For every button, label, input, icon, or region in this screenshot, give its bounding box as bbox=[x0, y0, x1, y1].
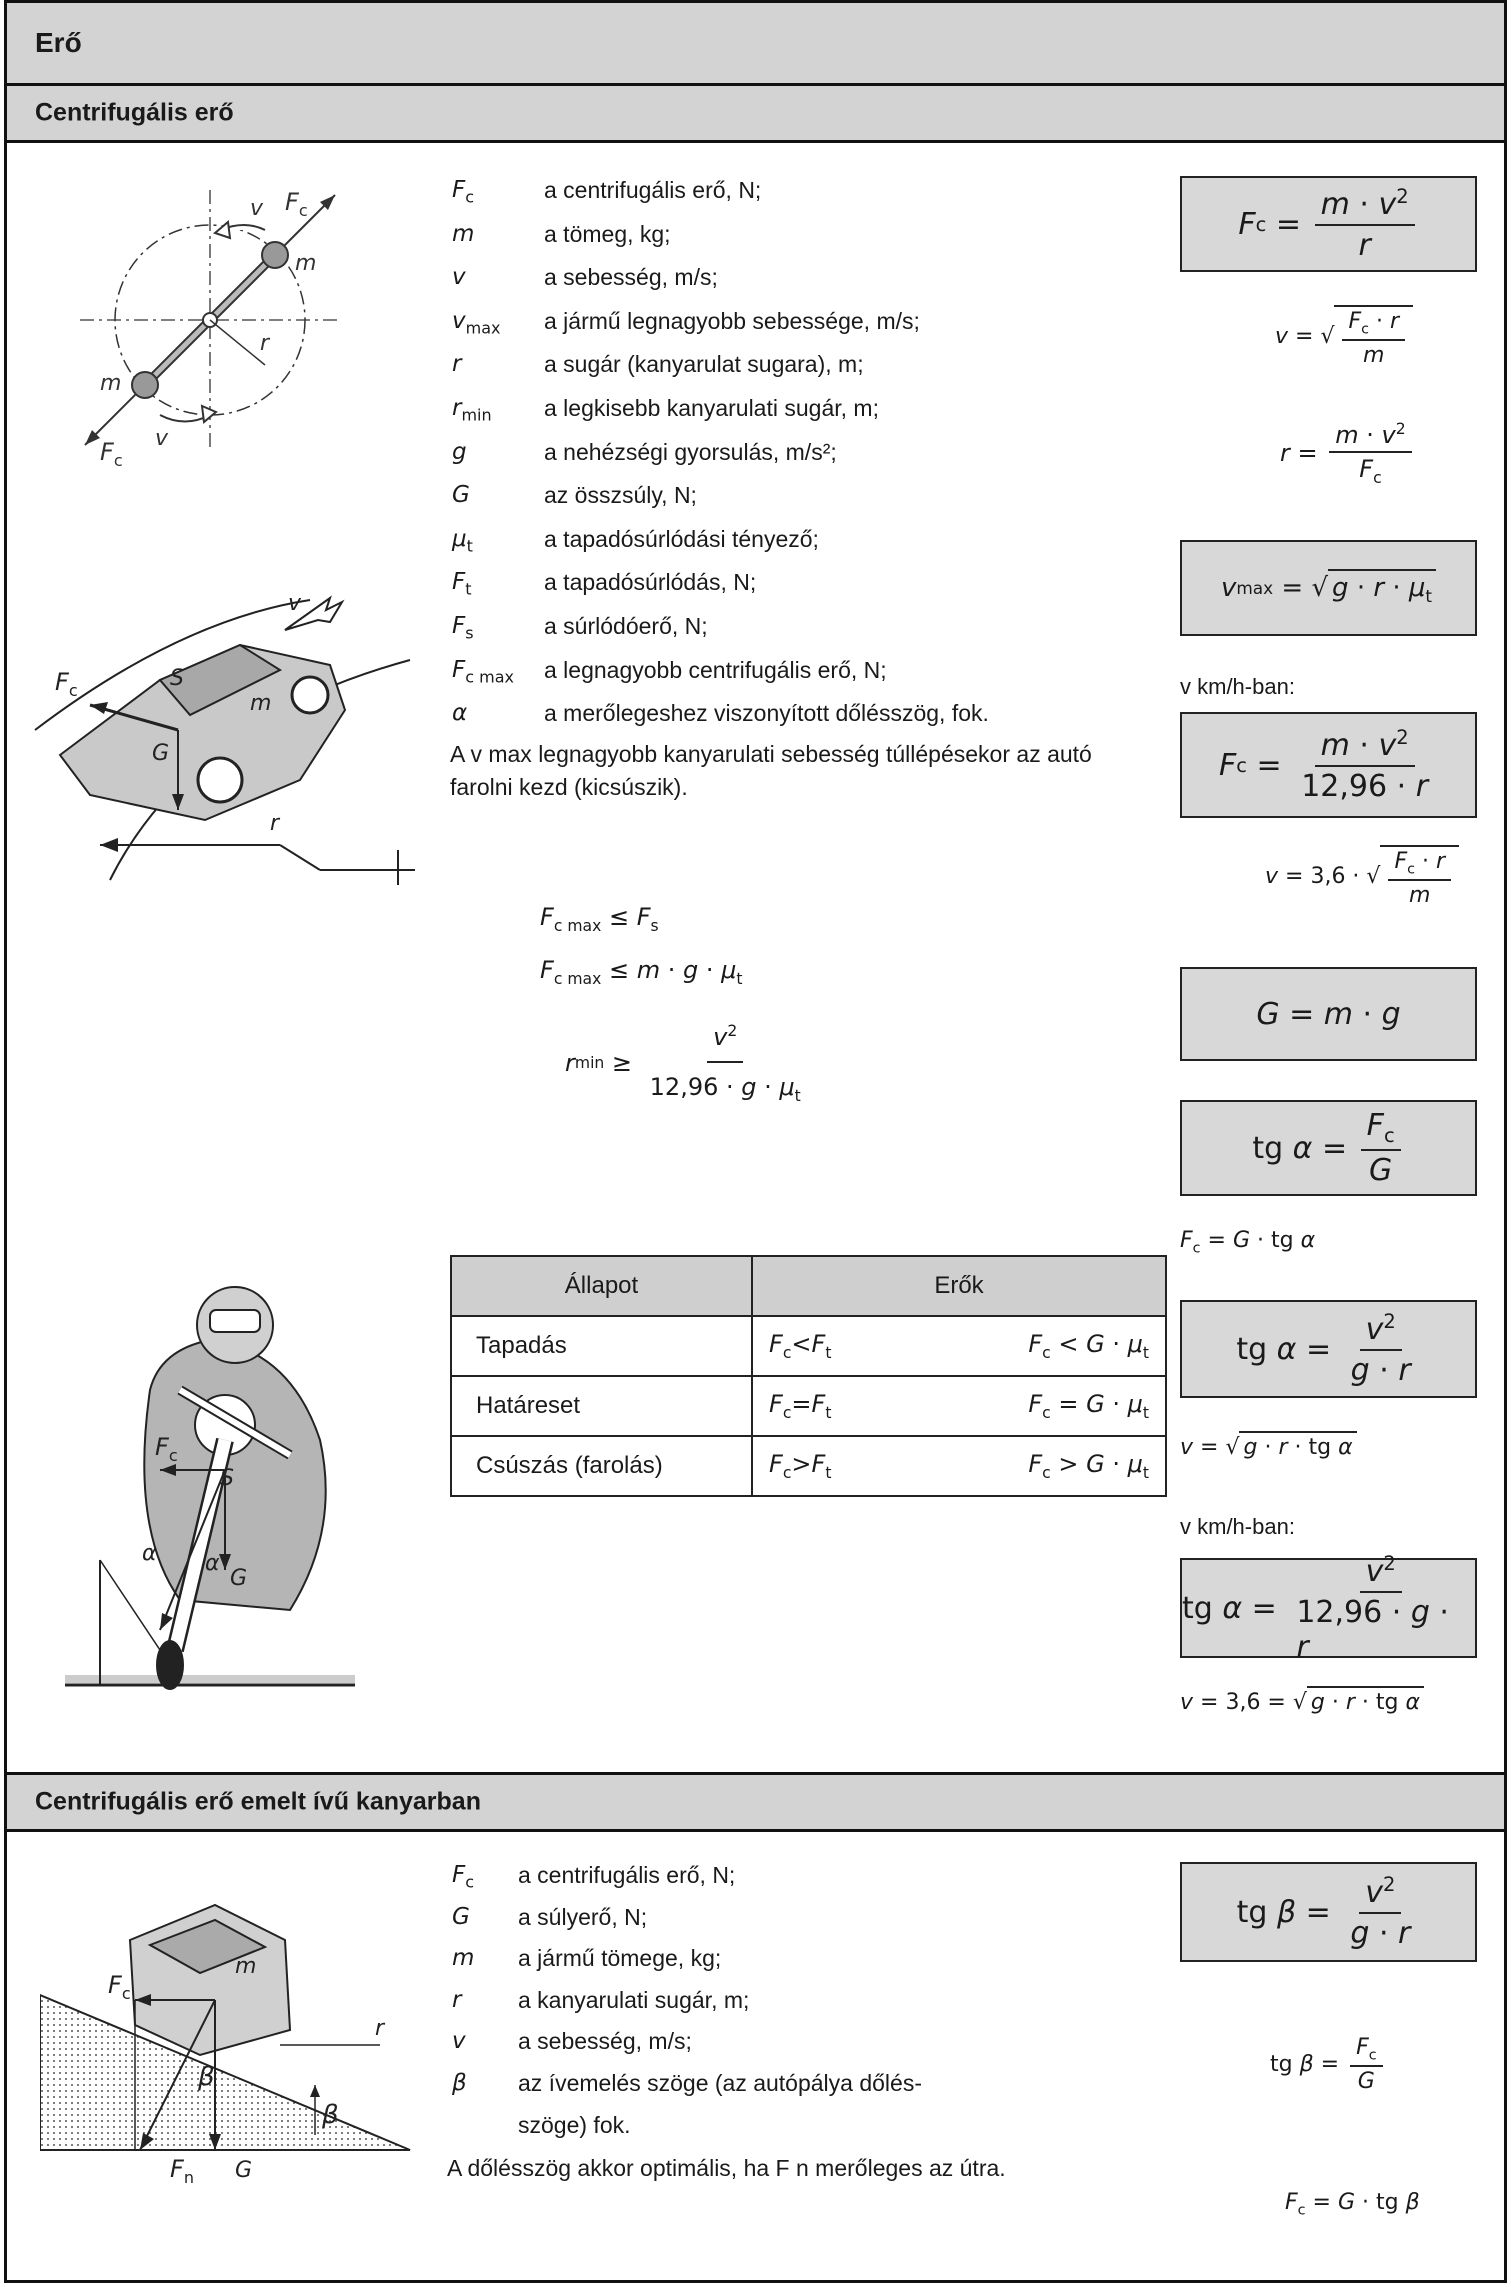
bank-label-r: r bbox=[375, 2016, 385, 2041]
vmax-note: A v max legnagyobb kanyarulati sebesség túllépésekor az autó farolni kezd (kicsúszik). bbox=[450, 741, 1092, 800]
car-label-fc: F bbox=[55, 668, 69, 696]
formula-v-kmh: v = 3,6 · √ $\frac{F_c \cdot r}{m}$ bbox=[1265, 845, 1459, 908]
section-title-2: Centrifugális erő emelt ívű kanyarban bbox=[35, 1787, 481, 1816]
legend-row: $F_c$ a centrifugális erő, N; bbox=[452, 177, 762, 207]
moto-label-g: G bbox=[230, 1566, 248, 1591]
legend-row: $\mu_t$ a tapadósúrlódási tényező; bbox=[452, 525, 819, 556]
formula-tgb-fc: tg β = $\frac{F_c}{G}$ bbox=[1270, 2035, 1387, 2094]
label-r: r bbox=[260, 331, 270, 356]
label-m-2: m bbox=[100, 371, 122, 396]
motorcycle-diagram bbox=[60, 1270, 360, 1700]
legend-row: $F_s$ a súrlódóerő, N; bbox=[452, 612, 708, 643]
legend-row: G az összsúly, N; bbox=[452, 482, 697, 509]
formula-fc-tgb: $F_c = G$ · tg β bbox=[1285, 2190, 1420, 2219]
rotating-mass-diagram bbox=[60, 170, 360, 470]
svg-text:v bbox=[250, 196, 264, 221]
svg-text:Fc bbox=[108, 1971, 131, 2003]
moto-label-fc-sub: c bbox=[168, 1446, 178, 1465]
table-row: Csúszás (farolás) $F_c>F_t$ $F_c > G \cdot \mu_t$ bbox=[451, 1436, 1166, 1496]
formula-vmax: v max = √ $g \cdot r \cdot \mu_t$ bbox=[1180, 540, 1477, 636]
car-label-r: r bbox=[270, 811, 280, 836]
car-label-g: G bbox=[152, 741, 170, 766]
car-label-m: m bbox=[250, 691, 272, 716]
label-fc-sub: c bbox=[298, 201, 308, 220]
page-title: Erő bbox=[35, 27, 82, 58]
bank-label-fc: F bbox=[108, 1971, 122, 1999]
legend-row: szöge) fok. bbox=[518, 2111, 631, 2138]
moto-label-alpha: α bbox=[142, 1541, 157, 1566]
label-m: m bbox=[295, 251, 317, 276]
moto-label-fe: F bbox=[160, 1643, 174, 1671]
bank-label-fn-sub: n bbox=[183, 2168, 194, 2185]
formula-tga: tg α = $\frac{F_c}{G}$ bbox=[1180, 1100, 1477, 1196]
legend-row: $F_c$ a centrifugális erő, N; bbox=[452, 1862, 736, 1892]
svg-text:Fc bbox=[100, 438, 123, 470]
bank-label-fn: F bbox=[170, 2155, 184, 2183]
legend-row: m a jármű tömege, kg; bbox=[452, 1945, 722, 1972]
svg-text:m bbox=[295, 251, 316, 276]
legend-row: $F_t$ a tapadósúrlódás, N; bbox=[452, 569, 757, 599]
header-bar bbox=[4, 0, 1507, 86]
section-bar-1 bbox=[4, 83, 1507, 143]
table-row: Határeset $F_c=F_t$ $F_c = G \cdot \mu_t$ bbox=[451, 1376, 1166, 1436]
formula-v: v = √ $\frac{F_c \cdot r}{m}$ bbox=[1275, 305, 1413, 368]
legend-row: $v_{max}$ a jármű legnagyobb sebessége, m/s; bbox=[452, 307, 920, 338]
formula-fc-kmh: F c = $\frac{m \cdot v^2}{12,96 \cdot r}$ bbox=[1180, 712, 1477, 818]
svg-text:v bbox=[155, 426, 169, 451]
bank-label-g: G bbox=[235, 2158, 253, 2183]
legend-row: m a tömeg, kg; bbox=[452, 220, 671, 247]
car-label-s: S bbox=[170, 666, 184, 691]
legend-row: g a nehézségi gyorsulás, m/s²; bbox=[452, 438, 837, 465]
svg-text:α bbox=[142, 1541, 157, 1566]
kmh-label-2: v km/h-ban: bbox=[1180, 1514, 1295, 1539]
moto-label-alpha-2: α bbox=[205, 1551, 220, 1576]
svg-text:G bbox=[230, 1566, 247, 1591]
label-fc-2-sub: c bbox=[113, 451, 123, 470]
svg-text:G bbox=[235, 2158, 252, 2183]
car-curve-diagram bbox=[30, 580, 430, 890]
banking-note: A dőlésszög akkor optimális, ha F n merőleges az útra. bbox=[447, 2155, 1006, 2181]
car-label-v: v bbox=[288, 591, 302, 616]
svg-text:m bbox=[235, 1954, 256, 1979]
svg-text:r bbox=[260, 331, 271, 356]
svg-text:G bbox=[152, 741, 169, 766]
svg-text:r bbox=[270, 811, 281, 836]
formula-tgb: tg β = $\frac{v^2}{g \cdot r}$ bbox=[1180, 1862, 1477, 1962]
formula-fc: F c = $\frac{m \cdot v^2}{r}$ bbox=[1180, 176, 1477, 272]
section-title-1: Centrifugális erő bbox=[35, 98, 234, 127]
legend-row: β az ívemelés szöge (az autópálya dőlés- bbox=[452, 2069, 922, 2096]
svg-text:Fc bbox=[55, 668, 78, 700]
legend-row: $F_{c max}$ a legnagyobb centrifugális erő, N; bbox=[452, 656, 887, 687]
legend-row: r a sugár (kanyarulat sugara), m; bbox=[452, 351, 864, 378]
svg-text:m bbox=[250, 691, 271, 716]
legend-row: α a merőlegeshez viszonyított dőlésszög, fok. bbox=[452, 700, 989, 727]
bank-label-fc-sub: c bbox=[121, 1984, 131, 2003]
car-label-fc-sub: c bbox=[68, 681, 78, 700]
formula-v-tga-kmh: v = 3,6 = √ g · r · tg α bbox=[1180, 1690, 1424, 1715]
svg-text:r bbox=[375, 2016, 386, 2041]
label-v: v bbox=[250, 196, 264, 221]
svg-text:Fn bbox=[170, 2155, 194, 2185]
svg-text:v bbox=[288, 591, 302, 616]
table-row: Tapadás $F_c<F_t$ $F_c < G \cdot \mu_t$ bbox=[451, 1316, 1166, 1376]
moto-label-fe-sub: e bbox=[173, 1656, 184, 1675]
symbol-legend-1 bbox=[452, 172, 989, 739]
table-header: Állapot bbox=[451, 1256, 752, 1316]
kmh-label-1: v km/h-ban: bbox=[1180, 674, 1295, 699]
legend-row: v a sebesség, m/s; bbox=[452, 264, 718, 291]
svg-text:S bbox=[170, 666, 184, 691]
legend-row: v a sebesség, m/s; bbox=[452, 2028, 692, 2055]
banked-curve-diagram bbox=[40, 1885, 420, 2185]
formula-fc-tga: $F_c = G$ · tg α bbox=[1180, 1228, 1316, 1257]
symbol-legend-2 bbox=[452, 1858, 922, 2142]
moto-label-fc: F bbox=[155, 1433, 169, 1461]
svg-text:β bbox=[197, 2062, 215, 2092]
svg-text:m bbox=[100, 371, 121, 396]
label-fc-2: F bbox=[100, 438, 114, 466]
label-fc: F bbox=[285, 188, 299, 216]
legend-row: G a súlyerő, N; bbox=[452, 1903, 648, 1930]
formula-r: r = $\frac{m \cdot v^2}{F_c}$ bbox=[1280, 420, 1416, 487]
label-v-2: v bbox=[155, 426, 169, 451]
legend-row: r a kanyarulati sugár, m; bbox=[452, 1986, 750, 2013]
svg-text:α bbox=[205, 1551, 220, 1576]
svg-text:β bbox=[321, 2100, 339, 2130]
formula-g: G = m · g bbox=[1180, 967, 1477, 1061]
formula-tga-gr: tg α = $\frac{v^2}{g \cdot r}$ bbox=[1180, 1300, 1477, 1398]
moto-label-s: S bbox=[220, 1466, 234, 1491]
friction-state-table bbox=[450, 1255, 1167, 1497]
bank-label-beta: β bbox=[198, 2062, 215, 2092]
bank-label-beta-2: β bbox=[322, 2100, 339, 2130]
formula-v-tga: v = √ g · r · tg α bbox=[1180, 1435, 1357, 1460]
svg-text:Fc bbox=[285, 188, 308, 220]
svg-text:S bbox=[220, 1466, 234, 1491]
inequality-block: $F_{c max} \le F_s$ $F_{c max} \le m \cdot g \cdot \mu_t$ r min ≥ $\frac{v^2}{12,96 \cdot g \cdot \mu_t}$ bbox=[540, 903, 801, 1105]
formula-tga-kmh: tg α = $\frac{v^2}{12,96 \cdot g \cdot r}$ bbox=[1180, 1558, 1477, 1658]
table-header: Erők bbox=[752, 1256, 1166, 1316]
bank-label-m: m bbox=[235, 1954, 257, 1979]
legend-row: $r_{min}$ a legkisebb kanyarulati sugár, m; bbox=[452, 394, 879, 425]
section-bar-2 bbox=[4, 1772, 1507, 1832]
